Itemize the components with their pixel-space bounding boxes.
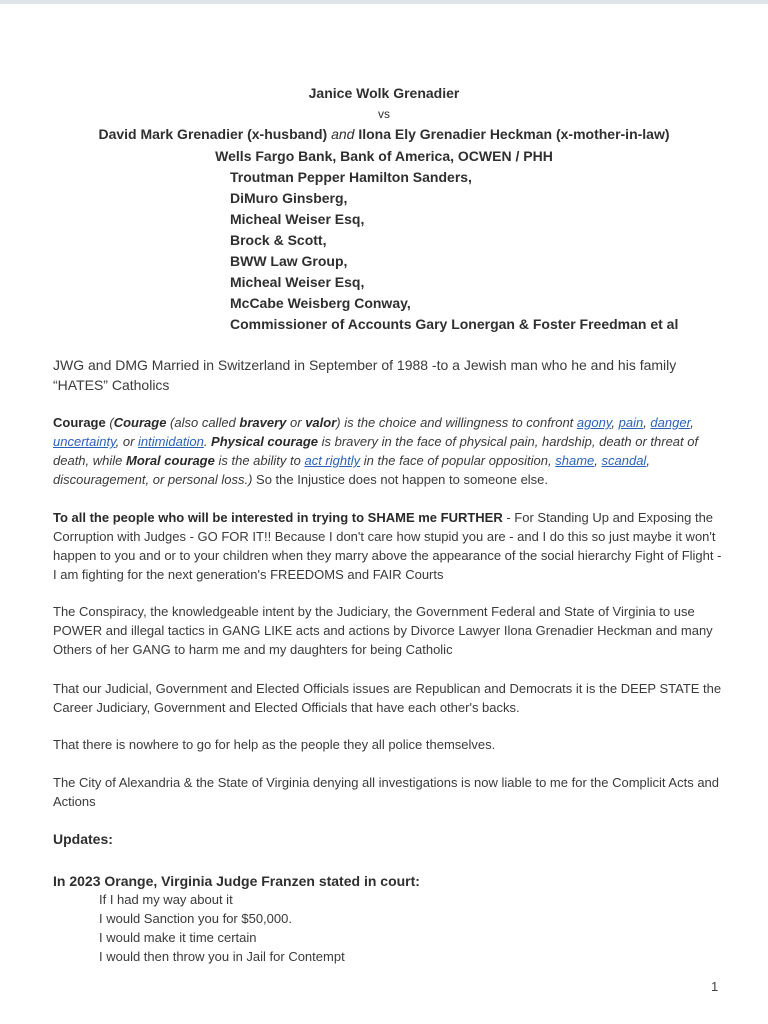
defendant-list-item: Troutman Pepper Hamilton Sanders, (230, 169, 472, 185)
judge-quote-line: I would make it time certain (99, 930, 257, 945)
conspiracy-paragraph: The Conspiracy, the knowledgeable intent by the Judiciary, the Government Federal and State of Virginia to use POWER and illegal tactics in GANG LIKE acts and actions by Divorce Lawyer Ilona Grenadier Heckman and many Others of her GANG to harm me and my daughters for being Catholic (53, 604, 713, 657)
judge-quote-line: If I had my way about it (99, 892, 233, 907)
link-intimidation[interactable]: intimidation (138, 434, 204, 449)
link-act-rightly[interactable]: act rightly (304, 453, 361, 468)
link-pain[interactable]: pain (618, 415, 644, 430)
defendant-list-item: Micheal Weiser Esq, (230, 274, 365, 290)
defendant-list-item: Brock & Scott, (230, 232, 327, 248)
link-shame[interactable]: shame (555, 453, 595, 468)
defendant-list-item: Micheal Weiser Esq, (230, 211, 365, 227)
banks-line: Wells Fargo Bank, Bank of America, OCWEN / PHH (215, 148, 553, 164)
defendants-line: David Mark Grenadier (x-husband) and Ilona Ely Grenadier Heckman (x-mother-in-law) (98, 126, 670, 142)
plaintiff-name: Janice Wolk Grenadier (308, 85, 460, 101)
link-scandal[interactable]: scandal (601, 453, 647, 468)
versus-label: vs (378, 107, 390, 121)
judge-quote-line: I would Sanction you for $50,000. (99, 911, 292, 926)
defendant-list-item: Commissioner of Accounts Gary Lonergan & Foster Freedman et al (230, 316, 679, 332)
defendant-list-item: McCabe Weisberg Conway, (230, 295, 411, 311)
nowhere-paragraph: That there is nowhere to go for help as the people they all police themselves. (53, 737, 496, 752)
deep-state-paragraph: That our Judicial, Government and Elected Officials issues are Republican and Democrats it is the DEEP STATE the Career Judiciary, Government and Elected Officials that have each other's backs. (53, 681, 722, 715)
page-number: 1 (711, 979, 719, 994)
defendant-list-item: BWW Law Group, (230, 253, 348, 269)
link-danger[interactable]: danger (650, 415, 691, 430)
link-agony[interactable]: agony (576, 415, 612, 430)
defendant-list-item: DiMuro Ginsberg, (230, 190, 348, 206)
alexandria-paragraph: The City of Alexandria & the State of Virginia denying all investigations is now liable to me for the Complicit Acts and Actions (53, 775, 720, 809)
link-uncertainty[interactable]: uncertainty (53, 434, 116, 449)
courage-paragraph: Courage (Courage (also called bravery or valor) is the choice and willingness to confront agony, pain, danger, uncertainty, or intimidation. Physical courage is bravery in the face of physical pain, hardship, death or threat of death, while Moral courage is the ability to act rightly in the face of popular opposition, shame, scandal, discouragement, or personal loss.) So the Injustice does not happen to someone else. (53, 415, 699, 487)
updates-heading: Updates: (53, 831, 113, 847)
shame-paragraph: To all the people who will be interested in trying to SHAME me FURTHER - For Standing Up and Exposing the Corruption with Judges - GO FOR IT!! Because I don't care how stupid you are - and I do this so just maybe it won't happen to you and or to your children when they marry above the appearance of the social hierarchy Fight of Flight - I am fighting for the next generation's FREEDOMS and FAIR Courts (53, 510, 722, 582)
judge-quote-line: I would then throw you in Jail for Contempt (99, 949, 345, 964)
married-paragraph: JWG and DMG Married in Switzerland in September of 1988 -to a Jewish man who he and his family “HATES” Catholics (53, 357, 677, 393)
judge-heading: In 2023 Orange, Virginia Judge Franzen stated in court: (53, 873, 420, 889)
